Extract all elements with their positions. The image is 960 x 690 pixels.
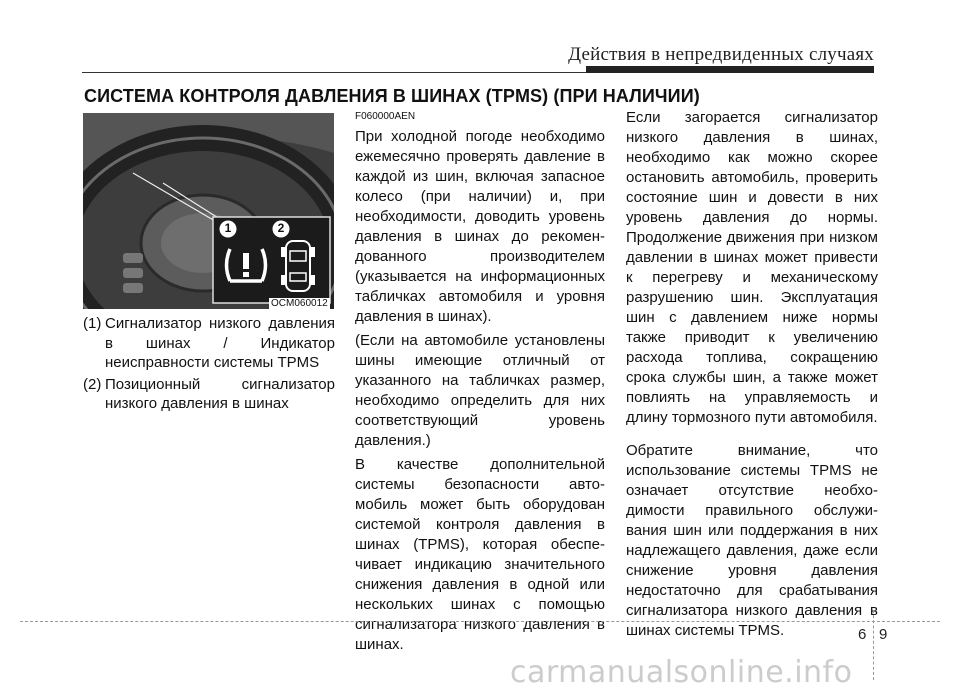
legend-text: Сигнализатор низкого давления в шинах / Индикатор неисправности системы TPMS xyxy=(105,315,335,372)
legend-item xyxy=(83,375,335,414)
paragraph: Если загорается сигнализатор низкого давления в шинах, необходимо как можно скорее остановить автомобиль, проверить состояние шин и довести в них уровень давления до нормы. Продолжение движения при низком давлении в шинах может привести к перегреву и механическому разрушению шин. Эксплуатация шин с давлением ниже нормы также приводит к увеличению расхода топлива, сокращению срока службы шин, а также может повлиять на управляемость и длину тормозного пути автомобиля. xyxy=(626,109,878,426)
callout-1 xyxy=(218,219,238,239)
header-rule-bar xyxy=(586,66,874,73)
paragraph: (Если на автомобиле установлены шины имеющие отличный от указанного на табличках размер, необходимо определить для них соответствующий уровень давления.) xyxy=(355,332,605,449)
tpms-low-pressure-icon xyxy=(221,241,271,287)
text-column-3 xyxy=(626,108,878,645)
callout-number: 1 xyxy=(224,221,232,235)
callout-number: 2 xyxy=(277,221,285,235)
dashboard-figure xyxy=(83,113,334,309)
watermark: carmanualsonline.info xyxy=(510,655,853,690)
section-title: СИСТЕМА КОНТРОЛЯ ДАВЛЕНИЯ В ШИНАХ (TPMS) (ПРИ НАЛИЧИИ) xyxy=(84,86,700,106)
page-number: 9 xyxy=(879,626,888,643)
callout-2 xyxy=(271,219,291,239)
legend-number: (2) xyxy=(83,375,102,393)
tire-position-icon xyxy=(276,237,320,295)
text-column-2 xyxy=(355,110,605,659)
paragraph: При холодной погоде необходимо ежемесячно проверять давление в каждой из шин, включая запасное колесо (при наличии) и, при необходимости, доводить уровень давления в шинах до рекомен-дованного производителем (указывается на информационных табличках автомобиля и уровня давления в шинах). xyxy=(355,128,605,325)
legend-number: (1) xyxy=(83,315,102,332)
paragraph: В качестве дополнительной системы безопасности авто-мобиль может быть оборудован системой контроля давления в шинах (TPMS), которая обеспе-чивает индикацию значительного снижения давления в одной или нескольких шинах с помощью сигнализатора низкого давления в шинах. xyxy=(355,456,605,653)
running-header: Действия в непредвиденных случаях xyxy=(568,44,874,65)
footer-rule xyxy=(20,621,940,622)
paragraph: Обратите внимание, что использование системы TPMS не означает отсутствие необхо-димости правильного обслужи-вания шин или поддержания в них надлежащего давления, даже если снижение уровня давления недостаточно для срабатывания сигнализатора низкого давления в шинах системы TPMS. xyxy=(626,442,878,639)
chapter-number: 6 xyxy=(858,626,867,643)
legend-item xyxy=(83,314,335,373)
figure-legend xyxy=(83,314,335,416)
figure-code: OCM060012 xyxy=(271,298,328,309)
legend-text: Позиционный сигнализатор низкого давления в шинах xyxy=(105,375,335,413)
section-code: F060000AEN xyxy=(355,111,416,122)
page-number-divider xyxy=(873,610,875,680)
